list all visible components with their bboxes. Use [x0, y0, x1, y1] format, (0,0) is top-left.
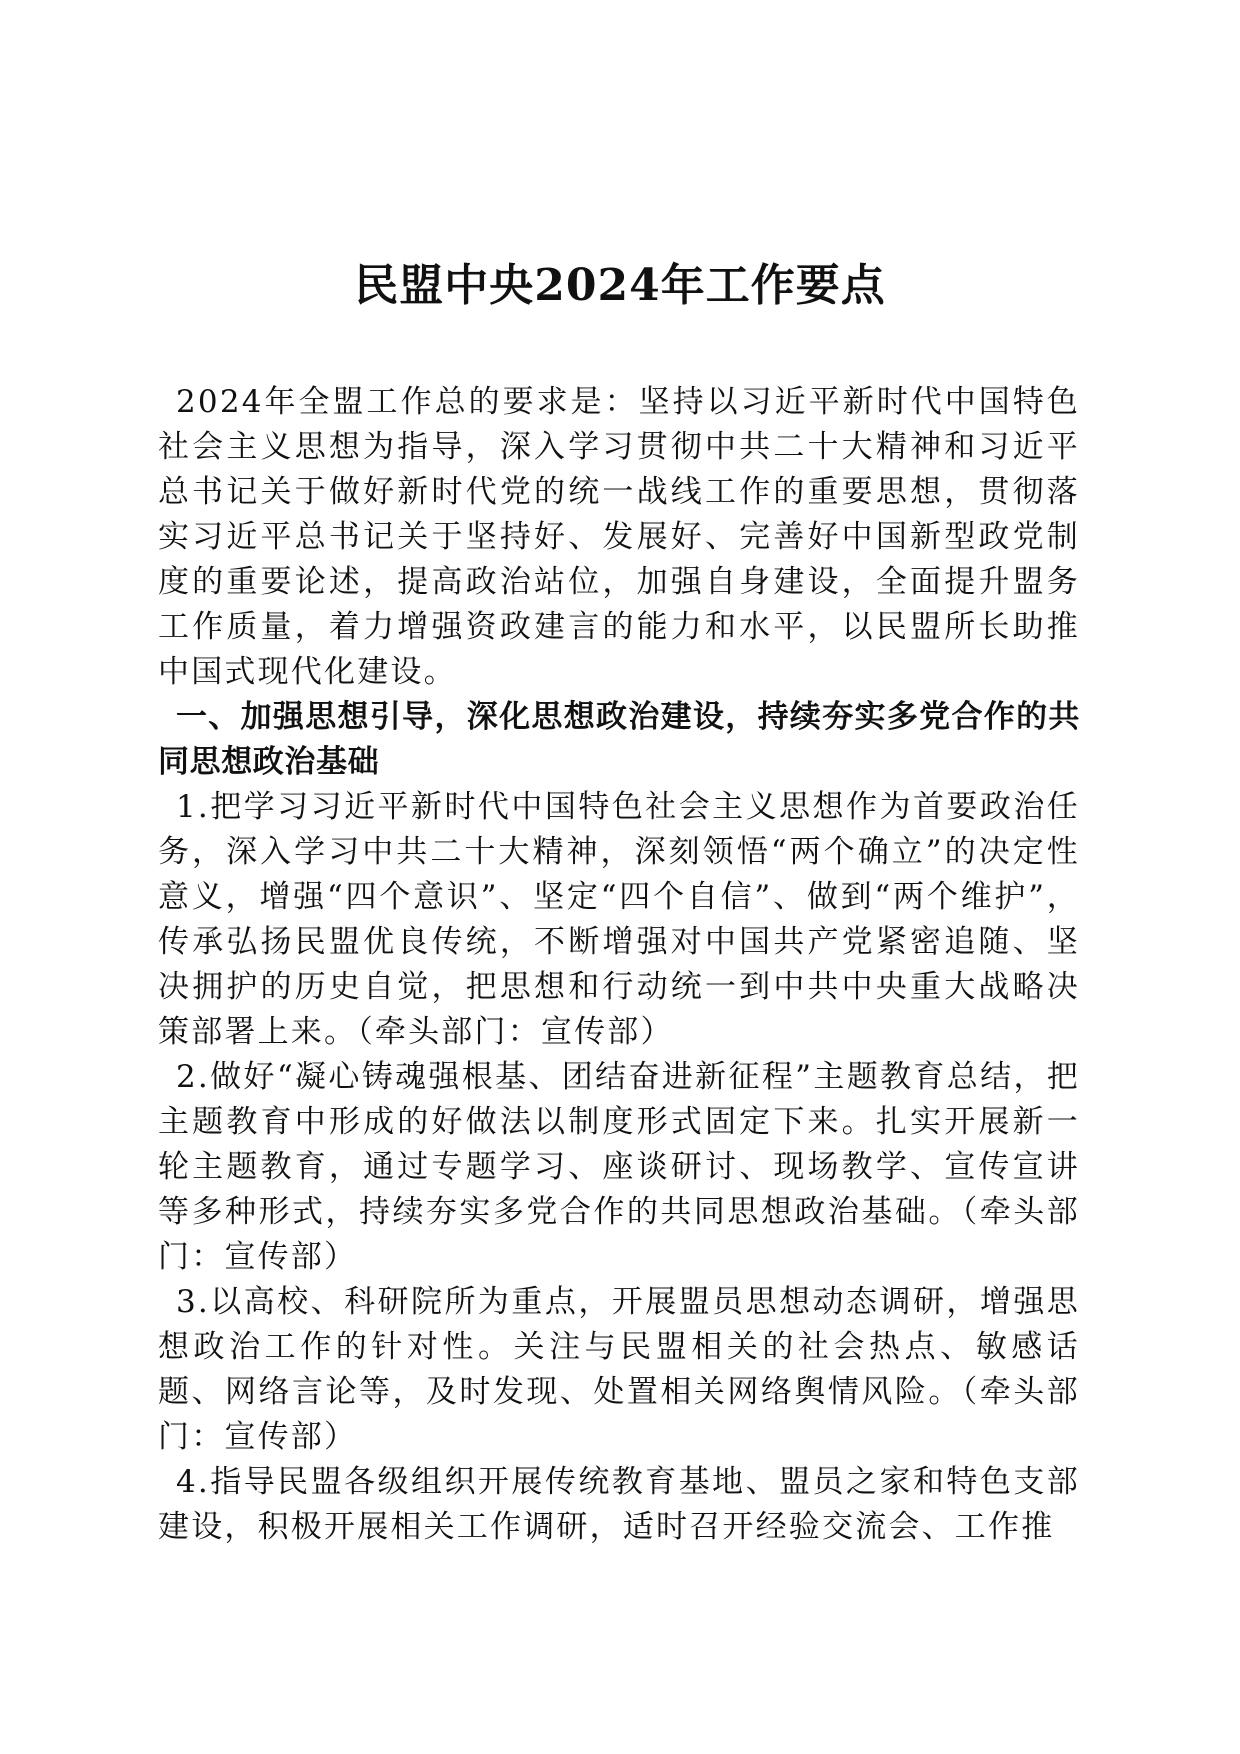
list-item: 2.做好“凝心铸魂强根基、团结奋进新征程”主题教育总结，把主题教育中形成的好做法以制度形式固定下来。扎实开展新一轮主题教育，通过专题学习、座谈研讨、现场教学、宣传宣讲等多种形式，持续夯实多党合作的共同思想政治基础。（牵头部门：宣传部）: [158, 1059, 1080, 1275]
intro-paragraph: 2024年全盟工作总的要求是：坚持以习近平新时代中国特色社会主义思想为指导，深入学习贯彻中共二十大精神和习近平总书记关于做好新时代党的统一战线工作的重要思想，贯彻落实习近平总书记关于坚持好、发展好、完善好中国新型政党制度的重要论述，提高政治站位，加强自身建设，全面提升盟务工作质量，着力增强资政建言的能力和水平，以民盟所长助推中国式现代化建设。: [158, 384, 1080, 690]
document-body: [158, 380, 1080, 1550]
list-item: 4.指导民盟各级组织开展传统教育基地、盟员之家和特色支部建设，积极开展相关工作调研，适时召开经验交流会、工作推: [158, 1464, 1080, 1545]
section-heading: 一、加强思想引导，深化思想政治建设，持续夯实多党合作的共同思想政治基础: [158, 699, 1080, 780]
document-title: 民盟中央2024年工作要点: [354, 260, 886, 311]
list-item: 1.把学习习近平新时代中国特色社会主义思想作为首要政治任务，深入学习中共二十大精神，深刻领悟“两个确立”的决定性意义，增强“四个意识”、坚定“四个自信”、做到“两个维护”，传承弘扬民盟优良传统，不断增强对中国共产党紧密追随、坚决拥护的历史自觉，把思想和行动统一到中共中央重大战略决策部署上来。（牵头部门：宣传部）: [158, 789, 1080, 1050]
list-item: 3.以高校、科研院所为重点，开展盟员思想动态调研，增强思想政治工作的针对性。关注与民盟相关的社会热点、敏感话题、网络言论等，及时发现、处置相关网络舆情风险。（牵头部门：宣传部）: [158, 1284, 1080, 1455]
